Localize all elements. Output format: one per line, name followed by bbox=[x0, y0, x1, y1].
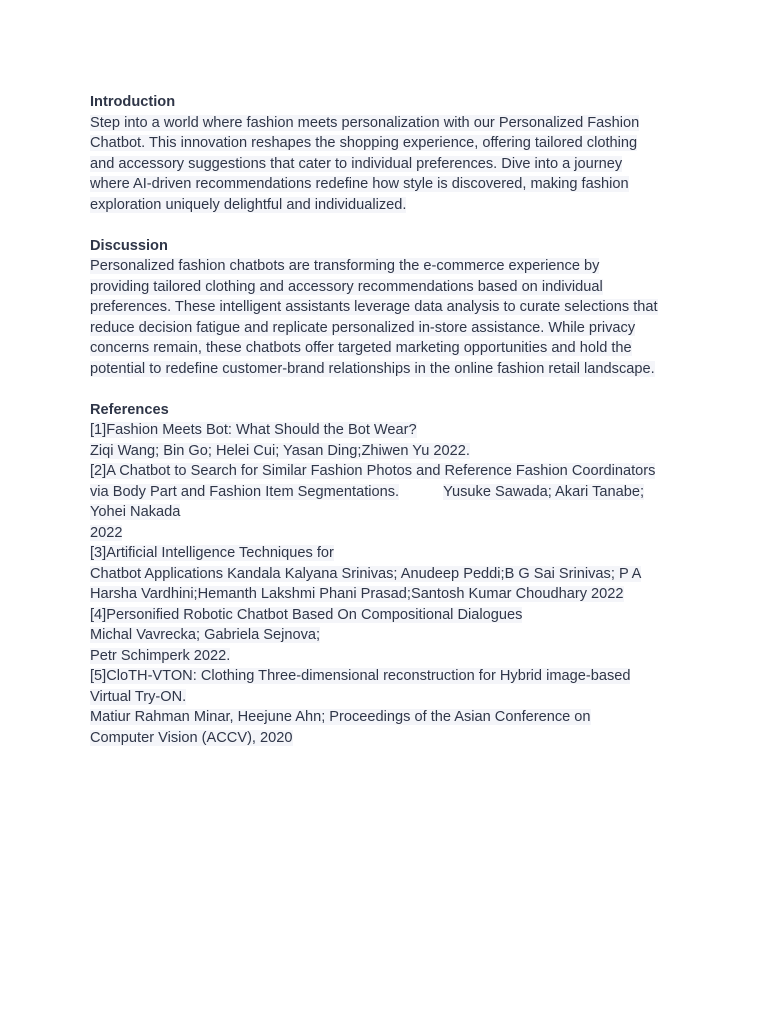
reference-line: Chatbot Applications Kandala Kalyana Srinivas; Anudeep Peddi;B G Sai Srinivas; P A bbox=[90, 565, 642, 582]
references-section bbox=[90, 400, 690, 749]
reference-line: [5]CloTH-VTON: Clothing Three-dimensional reconstruction for Hybrid image-based bbox=[90, 668, 631, 684]
reference-line: via Body Part and Fashion Item Segmentations. Yusuke Sawada; Akari Tanabe; bbox=[90, 483, 645, 500]
reference-line: 2022 bbox=[90, 524, 123, 541]
introduction-line: where AI-driven recommendations redefine how style is discovered, making fashion bbox=[90, 176, 629, 192]
reference-line: Petr Schimperk 2022. bbox=[90, 647, 231, 664]
reference-line: Ziqi Wang; Bin Go; Helei Cui; Yasan Ding;Zhiwen Yu 2022. bbox=[90, 442, 470, 459]
discussion-line: potential to redefine customer-brand relationships in the online fashion retail landscape. bbox=[90, 360, 655, 377]
document-page bbox=[90, 92, 690, 748]
introduction-heading: Introduction bbox=[90, 94, 176, 110]
reference-line: [1]Fashion Meets Bot: What Should the Bot Wear? bbox=[90, 422, 417, 438]
discussion-heading: Discussion bbox=[90, 237, 168, 254]
reference-line: Virtual Try-ON. bbox=[90, 688, 187, 705]
introduction-line: and accessory suggestions that cater to individual preferences. Dive into a journey bbox=[90, 155, 623, 172]
discussion-line: concerns remain, these chatbots offer targeted marketing opportunities and hold the bbox=[90, 340, 632, 356]
reference-line: [4]Personified Robotic Chatbot Based On Compositional Dialogues bbox=[90, 606, 523, 623]
discussion-line: preferences. These intelligent assistants leverage data analysis to curate selections that bbox=[90, 299, 658, 315]
reference-line: Yohei Nakada bbox=[90, 504, 181, 520]
references-heading: References bbox=[90, 401, 169, 418]
introduction-line: Step into a world where fashion meets personalization with our Personalized Fashion bbox=[90, 114, 640, 131]
reference-line: Harsha Vardhini;Hemanth Lakshmi Phani Prasad;Santosh Kumar Choudhary 2022 bbox=[90, 586, 624, 602]
reference-line: Computer Vision (ACCV), 2020 bbox=[90, 729, 293, 746]
reference-line: [2]A Chatbot to Search for Similar Fashion Photos and Reference Fashion Coordinators bbox=[90, 463, 656, 479]
introduction-line: exploration uniquely delightful and individualized. bbox=[90, 196, 407, 213]
reference-line: Matiur Rahman Minar, Heejune Ahn; Proceedings of the Asian Conference on bbox=[90, 709, 591, 725]
discussion-line: reduce decision fatigue and replicate personalized in-store assistance. While privacy bbox=[90, 319, 636, 336]
discussion-line: Personalized fashion chatbots are transforming the e-commerce experience by bbox=[90, 258, 600, 274]
reference-line: Michal Vavrecka; Gabriela Sejnova; bbox=[90, 627, 321, 643]
discussion-section bbox=[90, 236, 690, 380]
introduction-section bbox=[90, 92, 690, 215]
reference-line: [3]Artificial Intelligence Techniques for bbox=[90, 545, 334, 561]
introduction-line: Chatbot. This innovation reshapes the shopping experience, offering tailored clothing bbox=[90, 135, 638, 151]
discussion-line: providing tailored clothing and accessory recommendations based on individual bbox=[90, 278, 603, 295]
